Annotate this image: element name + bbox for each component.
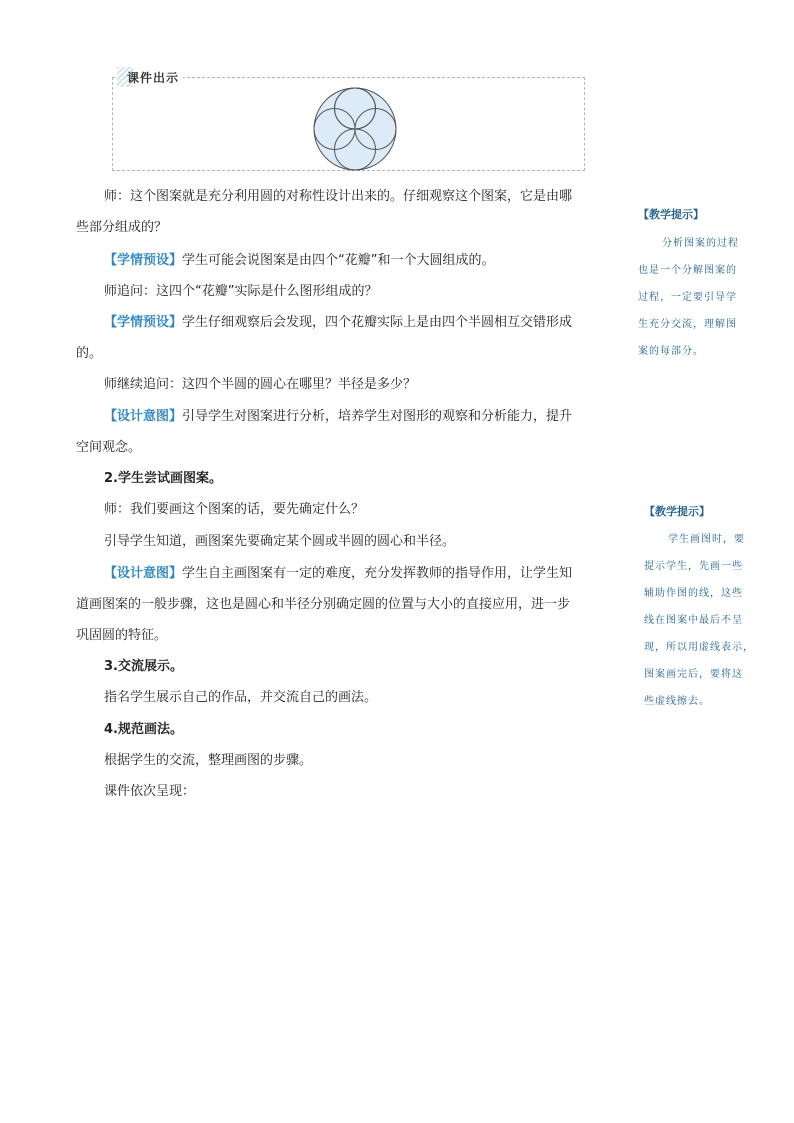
- paragraph-student-prediction-2-cont: 的。: [76, 346, 103, 361]
- courseware-label: 课件出示: [127, 71, 180, 85]
- paragraph-student-prediction-1: [76, 251, 636, 271]
- note-line: 图案画完后，要将这: [644, 669, 743, 680]
- flower-circle-figure: [310, 87, 400, 171]
- paragraph-student-prediction-2: [76, 313, 636, 333]
- note-title: 【教学提示】: [644, 505, 710, 518]
- paragraph-design-intent-1-cont: 空间观念。: [76, 440, 142, 455]
- note-line: 分析图案的过程: [662, 238, 739, 249]
- paragraph-text: 学生自主画图案有一定的难度，充分发挥教师的指导作用，让学生知: [182, 566, 573, 581]
- paragraph-design-intent-2: [76, 564, 636, 584]
- tag-student-prediction: 【学情预设】: [104, 253, 183, 268]
- paragraph-text: 学生仔细观察后会发现，四个花瓣实际上是由四个半圆相互交错形成: [182, 315, 573, 330]
- step-heading-2: 2.学生尝试画图案。: [104, 471, 222, 486]
- paragraph-teacher-question-cont: 些部分组成的？: [76, 220, 168, 235]
- paragraph-exchange: 指名学生展示自己的作品，并交流自己的画法。: [104, 690, 378, 705]
- courseware-tab: [117, 67, 183, 89]
- note-line: 提示学生，先画一些: [644, 561, 743, 572]
- note-line: 也是一个分解图案的: [638, 265, 737, 276]
- paragraph-text: 引导学生对图案进行分析，培养学生对图形的观察和分析能力，提升: [182, 409, 573, 424]
- step-heading-3: 3.交流展示。: [104, 659, 183, 674]
- paragraph-teacher-further-question: 师继续追问：这四个半圆的圆心在哪里？半径是多少？: [104, 377, 417, 392]
- note-line: 线在图案中最后不呈: [644, 615, 743, 626]
- paragraph-design-intent-1: [76, 407, 636, 427]
- paragraph-teacher-follow-up: 师追问：这四个“花瓣”实际是什么图形组成的？: [104, 284, 378, 299]
- paragraph-guide: 引导学生知道，画图案先要确定某个圆或半圆的圆心和半径。: [104, 534, 456, 549]
- paragraph-teacher-question: 师：这个图案就是充分利用圆的对称性设计出来的。仔细观察这个图案，它是由哪: [104, 189, 573, 204]
- note-line: 过程，一定要引导学: [638, 292, 737, 303]
- paragraph-courseware-present: 课件依次呈现：: [104, 784, 196, 799]
- note-line: 案的每部分。: [638, 346, 704, 357]
- step-heading-4: 4.规范画法。: [104, 722, 183, 737]
- note-title: 【教学提示】: [638, 208, 704, 221]
- tag-design-intent: 【设计意图】: [104, 409, 183, 424]
- paragraph-design-intent-2-cont2: 巩固圆的特征。: [76, 628, 168, 643]
- tag-design-intent: 【设计意图】: [104, 566, 183, 581]
- note-line: 生充分交流，理解图: [638, 319, 737, 330]
- note-line: 辅助作图的线，这些: [644, 588, 743, 599]
- note-line: 学生画图时，要: [668, 534, 745, 545]
- paragraph-teacher-ask: 师：我们要画这个图案的话，要先确定什么？: [104, 502, 365, 517]
- tag-student-prediction: 【学情预设】: [104, 315, 183, 330]
- paragraph-organize: 根据学生的交流，整理画图的步骤。: [104, 753, 313, 768]
- note-line: 些虚线擦去。: [644, 696, 710, 707]
- note-line: 现，所以用虚线表示，: [644, 642, 754, 653]
- paragraph-design-intent-2-cont: 道画图案的一般步骤，这也是圆心和半径分别确定圆的位置与大小的直接应用，进一步: [76, 597, 571, 612]
- paragraph-text: 学生可能会说图案是由四个“花瓣”和一个大圆组成的。: [182, 253, 495, 268]
